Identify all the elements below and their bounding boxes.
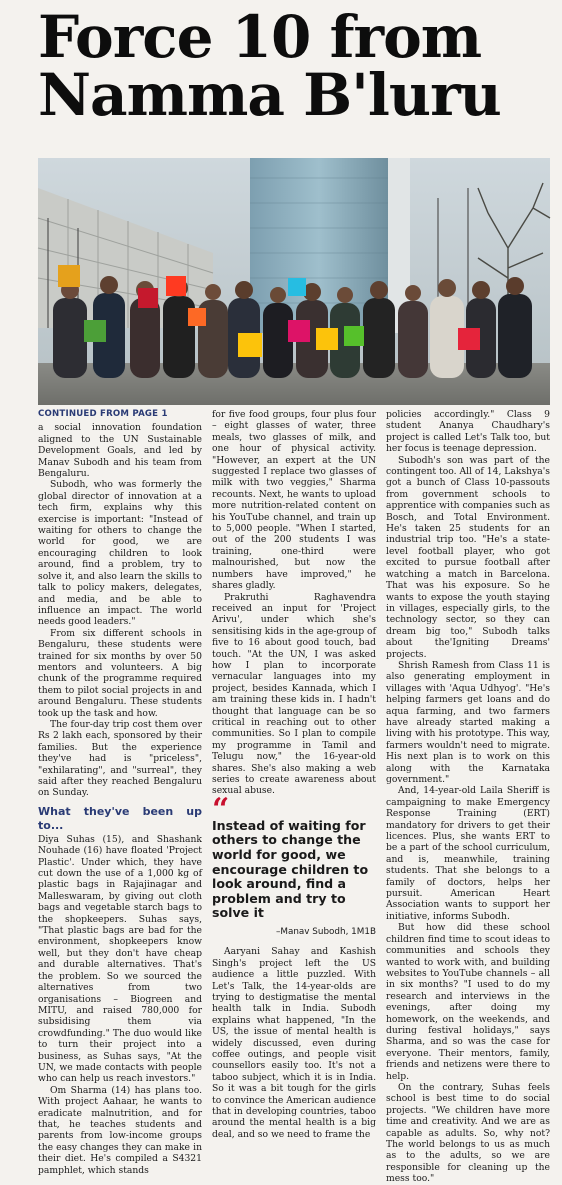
paragraph: Diya Suhas (15), and Shashank Nouhade (16) have floated 'Project Plastic'. Under which, they have cut down the use of a 1,000 kg of plastic bags in Rajajinagar and Malleswaram, by giving out cloth bags and vegetable starch bags to the shopkeepers. Suhas says, "That plastic bags are bad for the environment, shopkeepers know well, but they don't have cheap and durable alternatives. That's the problem. So we sourced the alternatives from two organisations – Biogreen and MITU, and raised 780,000 for subsidising them via crowdfunding." The duo would like to turn their project into a business, as Suhas says, "At the UN, we made contacts with people who can help us reach investors." (38, 833, 202, 1085)
paragraph: for five food groups, four plus four – eight glasses of water, three meals, two glasses of milk, and one hour of physical activity. "However, an expert at the UN suggested I replace two glasses of milk with two veggies," Sharma recounts. Next, he wants to upload more nutrition-related content on his YouTube channel, and train up to 5,000 people. "When I started, out of the 200 students I was training, one-third were malnourished, but now the numbers have improved," he shares gladly. (212, 409, 376, 592)
paragraph: And, 14-year-old Laila Sheriff is campaigning to make Emergency Response Training (ERT) mandatory for drivers to get their licences. Plus, she wants ERT to be a part of the school curriculum, and is, meanwhile, training students. That she belongs to a family of doctors, helps her pursuit. American Heart Association wants to support her initiative, informs Subodh. (386, 785, 550, 922)
paragraph: But how did these school children find time to scout ideas to communities and schools they wanted to work with, and building websites to YouTube channels – all in six months? "I used to do my research and interviews in the evenings, after doing my homework, on the weekends, and during festival holidays," says Sharma, and so was the case for everyone. Their mentors, family, friends and netizens were there to help. (386, 922, 550, 1082)
paragraph: Subodh's son was part of the contingent too. All of 14, Lakshya's got a bunch of Class 10-passouts from government schools to apprentice with companies such as Bosch, and Total Environment. He's taken 25 students for an industrial trip too. "He's a state-level football player, who got excited to pursue football after watching a match in Barcelona. That was his exposure. So he wants to expose the youth staying in villages, especially girls, to the technology sector, so they can dream big too," Subodh talks about the'Igniting Dreams' projects. (386, 454, 550, 660)
column-3 (386, 409, 550, 1185)
paragraph: policies accordingly." Class 9 student Ananya Chaudhary's project is called Let's Talk too, but her focus is teenage depression. (386, 409, 550, 455)
paragraph: The four-day trip cost them over Rs 2 lakh each, sponsored by their families. But the experience they've had is "priceless", "exhilarating", and "surreal", they said after they reached Bengaluru on Sunday. (38, 718, 202, 799)
pull-quote (212, 791, 376, 939)
quote-mark-icon: “ (212, 791, 230, 827)
paragraph: Om Sharma (14) has plans too. With project Aahaar, he wants to eradicate malnutrition, and for that, he teaches students and parents from low-income groups the easy changes they can make in their diet. He's compiled a S4321 pamphlet, which stands (38, 1084, 202, 1176)
paragraph: From six different schools in Bengaluru, these students were trained for six months by over 50 mentors and volunteers. A big chunk of the programme required them to pilot social projects in and around Bengaluru. These students took up the task and how. (38, 627, 202, 719)
article-body (38, 409, 550, 1185)
group-photo (38, 158, 550, 405)
headline: Force 10 from Namma B'luru (38, 3, 501, 129)
paragraph: a social innovation foundation aligned to the UN Sustainable Development Goals, and led by Manav Subodh and his team from Bengaluru. (38, 422, 202, 480)
paragraph: On the contrary, Suhas feels school is best time to do social projects. "We children have more time and creativity. And we are as capable as adults. So, why not? The world belongs to us as much as to the adults, so we are responsible for cleaning up the mess too." (386, 1081, 550, 1185)
paragraph: Prakruthi Raghavendra received an input for 'Project Arivu', under which she's sensitising kids in the age-group of five to 16 about good touch, bad touch. "At the UN, I was asked how I plan to incorporate vernacular languages into my project, besides Kannada, which I am training these kids in. I hadn't thought that language can be so critical in reaching out to other communities. So I plan to compile my programme in Tamil and Telugu now," the 16-year-old shares. She's also making a web series to create awareness about sexual abuse. (212, 591, 376, 797)
subhead: What they've been up to... (38, 804, 202, 832)
column-2 (212, 409, 376, 1140)
pull-quote-text: Instead of waiting for others to change the world for good, we encourage children to look around, find a problem and try to solve it (212, 817, 369, 921)
column-1 (38, 409, 202, 1176)
pull-quote-attribution: –Manav Subodh, 1M1B (275, 926, 376, 937)
continued-kicker: CONTINUED FROM PAGE 1 (38, 409, 168, 419)
paragraph: Aaryani Sahay and Kashish Singh's project left the US audience a little puzzled. With Let's Talk, the 14-year-olds are trying to destigmatise the mental health talk in India. Subodh explains what happened, "In the US, the issue of mental health is widely discussed, even during coffee outings, and people visit counsellors easily too. It's not a taboo subject, which it is in India. So it was a bit tough for the girls to convince the American audience that in developing countries, taboo around the mental health is a big deal, and so we need to frame the (212, 946, 376, 1140)
paragraph: Shrish Ramesh from Class 11 is also generating employment in villages with 'Aqua Udhyog'. "He's helping farmers get loans and do aqua farming, and two farmers have already started making a living with his prototype. This way, farmers wouldn't need to migrate. His next plan is to work on this along with the Karnataka government." (386, 659, 550, 785)
paragraph: Subodh, who was formerly the global director of innovation at a tech firm, explains why this exercise is important: "Instead of waiting for others to change the world for good, we are encouraging children to look around, find a problem, try to solve it, and also learn the skills to talk to policy makers, delegates, and media, and be able to influence an impact. The world needs good leaders." (38, 479, 202, 628)
